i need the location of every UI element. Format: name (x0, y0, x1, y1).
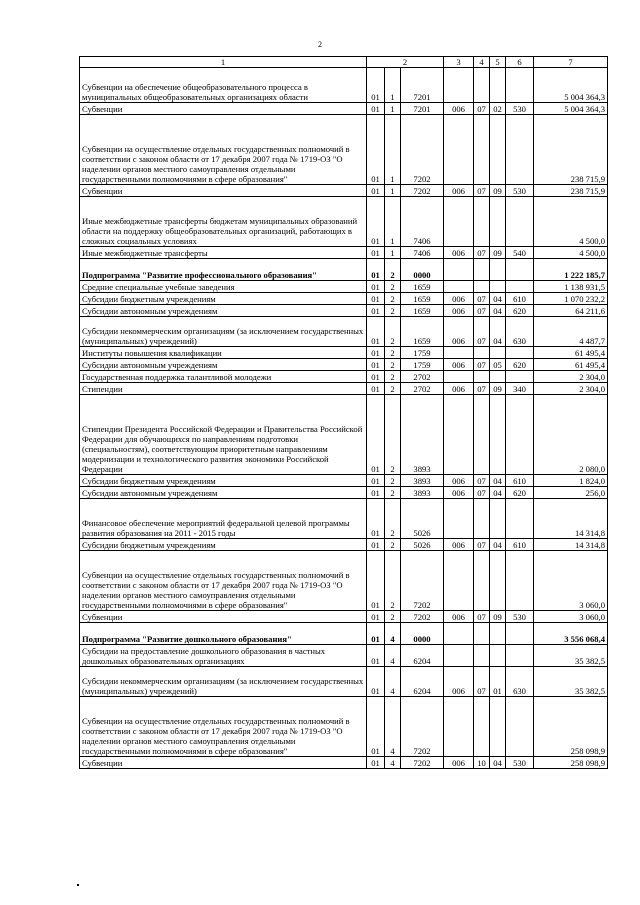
amount-cell: 238 715,9 (534, 115, 608, 185)
code-ministry-cell (444, 395, 474, 475)
code-section-cell: 07 (474, 293, 490, 305)
code-ministry-cell (444, 551, 474, 611)
code-ministry-cell (444, 499, 474, 539)
code-section-cell: 07 (474, 317, 490, 347)
amount-cell: 35 382,5 (534, 667, 608, 697)
code-ministry-cell: 006 (444, 475, 474, 487)
table-row (80, 347, 608, 359)
amount-cell: 1 070 232,2 (534, 293, 608, 305)
code-expense-type-cell: 610 (506, 475, 534, 487)
code-b-cell: 4 (385, 667, 401, 697)
code-c-cell: 5026 (401, 499, 444, 539)
code-b-cell: 2 (385, 281, 401, 293)
code-c-cell: 3893 (401, 475, 444, 487)
code-expense-type-cell: 620 (506, 359, 534, 371)
code-expense-type-cell: 340 (506, 383, 534, 395)
code-ministry-cell: 006 (444, 359, 474, 371)
amount-cell: 61 495,4 (534, 359, 608, 371)
header-cell: 3 (444, 57, 474, 68)
code-subsection-cell (490, 499, 506, 539)
code-expense-type-cell (506, 645, 534, 667)
code-b-cell: 4 (385, 757, 401, 769)
header-cell: 7 (534, 57, 608, 68)
table-row (80, 697, 608, 757)
code-c-cell: 1659 (401, 281, 444, 293)
table-row (80, 499, 608, 539)
header-cell: 4 (474, 57, 490, 68)
amount-cell: 258 098,9 (534, 757, 608, 769)
code-ministry-cell (444, 68, 474, 103)
code-b-cell: 2 (385, 359, 401, 371)
code-subsection-cell: 04 (490, 475, 506, 487)
amount-cell: 2 304,0 (534, 371, 608, 383)
code-expense-type-cell: 630 (506, 317, 534, 347)
amount-cell: 61 495,4 (534, 347, 608, 359)
code-expense-type-cell (506, 697, 534, 757)
code-subsection-cell: 09 (490, 611, 506, 623)
code-ministry-cell: 006 (444, 247, 474, 259)
code-c-cell: 7202 (401, 115, 444, 185)
code-subsection-cell: 04 (490, 539, 506, 551)
row-name-cell: Субсидии автономным учреждениям (80, 359, 367, 371)
code-subsection-cell (490, 697, 506, 757)
amount-cell: 14 314,8 (534, 539, 608, 551)
row-name-cell: Субсидии некоммерческим организациям (за исключением государственных (муниципальных) учреждений) (80, 317, 367, 347)
table-row (80, 371, 608, 383)
code-a-cell: 01 (367, 623, 385, 645)
row-name-cell: Субсидии бюджетным учреждениям (80, 475, 367, 487)
code-section-cell (474, 347, 490, 359)
code-c-cell: 0000 (401, 259, 444, 281)
code-c-cell: 7202 (401, 697, 444, 757)
code-ministry-cell: 006 (444, 185, 474, 197)
code-b-cell: 2 (385, 499, 401, 539)
code-c-cell: 7201 (401, 103, 444, 115)
code-subsection-cell: 09 (490, 185, 506, 197)
code-subsection-cell: 02 (490, 103, 506, 115)
table-row (80, 103, 608, 115)
code-b-cell: 2 (385, 475, 401, 487)
code-subsection-cell (490, 347, 506, 359)
row-name-cell: Субвенции на осуществление отдельных государственных полномочий в соответствии с законом области от 17 декабря 2007 года № 1719-ОЗ "О наделении органов местного самоуправления отдельными государственными полномочиями в сфере образования" (80, 115, 367, 185)
row-name-cell: Иные межбюджетные трансферты бюджетам муниципальных образований области на поддержку общеобразовательных организаций, работающих в сложных социальных условиях (80, 197, 367, 247)
amount-cell: 3 060,0 (534, 551, 608, 611)
code-c-cell: 0000 (401, 623, 444, 645)
code-b-cell: 1 (385, 185, 401, 197)
code-subsection-cell (490, 259, 506, 281)
amount-cell: 4 500,0 (534, 247, 608, 259)
code-section-cell (474, 115, 490, 185)
code-section-cell: 07 (474, 611, 490, 623)
code-c-cell: 2702 (401, 371, 444, 383)
code-a-cell: 01 (367, 197, 385, 247)
code-ministry-cell (444, 371, 474, 383)
code-subsection-cell: 05 (490, 359, 506, 371)
code-a-cell: 01 (367, 259, 385, 281)
code-a-cell: 01 (367, 185, 385, 197)
amount-cell: 4 500,0 (534, 197, 608, 247)
code-c-cell: 7202 (401, 611, 444, 623)
code-section-cell (474, 197, 490, 247)
code-expense-type-cell: 610 (506, 293, 534, 305)
code-a-cell: 01 (367, 757, 385, 769)
row-name-cell: Субсидии автономным учреждениям (80, 487, 367, 499)
code-section-cell (474, 68, 490, 103)
table-row (80, 197, 608, 247)
header-cell: 2 (367, 57, 444, 68)
code-c-cell: 2702 (401, 383, 444, 395)
code-b-cell: 2 (385, 611, 401, 623)
code-section-cell: 07 (474, 103, 490, 115)
code-c-cell: 6204 (401, 667, 444, 697)
code-section-cell (474, 623, 490, 645)
code-expense-type-cell (506, 115, 534, 185)
code-c-cell: 7406 (401, 197, 444, 247)
budget-table (79, 56, 608, 769)
code-a-cell: 01 (367, 68, 385, 103)
code-ministry-cell (444, 347, 474, 359)
code-c-cell: 7201 (401, 68, 444, 103)
amount-cell: 256,0 (534, 487, 608, 499)
table-row (80, 317, 608, 347)
code-b-cell: 1 (385, 68, 401, 103)
code-section-cell: 07 (474, 539, 490, 551)
code-b-cell: 1 (385, 103, 401, 115)
amount-cell: 1 824,0 (534, 475, 608, 487)
code-ministry-cell: 006 (444, 305, 474, 317)
code-section-cell (474, 395, 490, 475)
code-ministry-cell (444, 623, 474, 645)
code-section-cell: 10 (474, 757, 490, 769)
code-a-cell: 01 (367, 371, 385, 383)
code-subsection-cell (490, 281, 506, 293)
table-row (80, 259, 608, 281)
code-a-cell: 01 (367, 395, 385, 475)
code-section-cell (474, 697, 490, 757)
table-row (80, 247, 608, 259)
code-b-cell: 2 (385, 395, 401, 475)
table-row (80, 305, 608, 317)
amount-cell: 1 138 931,5 (534, 281, 608, 293)
code-ministry-cell (444, 645, 474, 667)
code-section-cell (474, 371, 490, 383)
code-a-cell: 01 (367, 103, 385, 115)
code-ministry-cell: 006 (444, 539, 474, 551)
code-section-cell: 07 (474, 475, 490, 487)
table-row (80, 383, 608, 395)
code-ministry-cell: 006 (444, 383, 474, 395)
code-expense-type-cell: 630 (506, 667, 534, 697)
code-expense-type-cell: 620 (506, 487, 534, 499)
amount-cell: 3 556 068,4 (534, 623, 608, 645)
code-b-cell: 2 (385, 293, 401, 305)
amount-cell: 2 304,0 (534, 383, 608, 395)
row-name-cell: Субвенции на осуществление отдельных государственных полномочий в соответствии с законом области от 17 декабря 2007 года № 1719-ОЗ "О наделении органов местного самоуправления отдельными государственными полномочиями в сфере образования" (80, 551, 367, 611)
table-row (80, 539, 608, 551)
code-b-cell: 2 (385, 347, 401, 359)
page-number: 2 (318, 40, 322, 49)
code-ministry-cell: 006 (444, 103, 474, 115)
code-section-cell (474, 645, 490, 667)
code-a-cell: 01 (367, 645, 385, 667)
code-c-cell: 3893 (401, 487, 444, 499)
table-row (80, 359, 608, 371)
code-section-cell: 07 (474, 359, 490, 371)
code-b-cell: 2 (385, 305, 401, 317)
code-expense-type-cell (506, 499, 534, 539)
row-name-cell: Стипендии (80, 383, 367, 395)
code-expense-type-cell (506, 347, 534, 359)
code-subsection-cell: 04 (490, 305, 506, 317)
code-expense-type-cell (506, 623, 534, 645)
code-subsection-cell (490, 623, 506, 645)
code-section-cell: 07 (474, 383, 490, 395)
code-ministry-cell: 006 (444, 757, 474, 769)
amount-cell: 35 382,5 (534, 645, 608, 667)
amount-cell: 5 004 364,3 (534, 68, 608, 103)
code-ministry-cell: 006 (444, 487, 474, 499)
table-row (80, 68, 608, 103)
code-subsection-cell (490, 115, 506, 185)
code-a-cell: 01 (367, 667, 385, 697)
row-name-cell: Стипендии Президента Российской Федерации и Правительства Российской Федерации для обучающихся по направлениям подготовки (специальностям), соответствующим приоритетным направлениям модернизации и технологического развития экономики Российской Федерации (80, 395, 367, 475)
amount-cell: 1 222 185,7 (534, 259, 608, 281)
code-c-cell: 1759 (401, 347, 444, 359)
code-a-cell: 01 (367, 115, 385, 185)
code-subsection-cell (490, 395, 506, 475)
code-subsection-cell: 04 (490, 757, 506, 769)
code-a-cell: 01 (367, 475, 385, 487)
row-name-cell: Субвенции на осуществление отдельных государственных полномочий в соответствии с законом области от 17 декабря 2007 года № 1719-ОЗ "О наделении органов местного самоуправления отдельными государственными полномочиями в сфере образования" (80, 697, 367, 757)
code-c-cell: 7202 (401, 757, 444, 769)
code-subsection-cell (490, 645, 506, 667)
code-a-cell: 01 (367, 293, 385, 305)
code-c-cell: 3893 (401, 395, 444, 475)
row-name-cell: Иные межбюджетные трансферты (80, 247, 367, 259)
code-c-cell: 7202 (401, 551, 444, 611)
code-ministry-cell (444, 115, 474, 185)
code-expense-type-cell (506, 281, 534, 293)
code-expense-type-cell: 610 (506, 539, 534, 551)
code-ministry-cell: 006 (444, 293, 474, 305)
code-c-cell: 1759 (401, 359, 444, 371)
code-expense-type-cell: 530 (506, 757, 534, 769)
table-row (80, 487, 608, 499)
header-cell: 6 (506, 57, 534, 68)
code-c-cell: 7202 (401, 185, 444, 197)
table-row (80, 551, 608, 611)
code-section-cell: 07 (474, 247, 490, 259)
code-expense-type-cell: 530 (506, 611, 534, 623)
code-section-cell: 07 (474, 185, 490, 197)
code-subsection-cell: 09 (490, 383, 506, 395)
header-cell: 1 (80, 57, 367, 68)
amount-cell: 4 487,7 (534, 317, 608, 347)
code-a-cell: 01 (367, 539, 385, 551)
row-name-cell: Государственная поддержка талантливой молодежи (80, 371, 367, 383)
code-expense-type-cell (506, 551, 534, 611)
table-row (80, 611, 608, 623)
code-b-cell: 2 (385, 383, 401, 395)
code-c-cell: 1659 (401, 305, 444, 317)
code-c-cell: 5026 (401, 539, 444, 551)
code-subsection-cell: 01 (490, 667, 506, 697)
row-name-cell: Субсидии бюджетным учреждениям (80, 539, 367, 551)
code-expense-type-cell: 530 (506, 103, 534, 115)
row-name-cell: Подпрограмма "Развитие профессионального образования" (80, 259, 367, 281)
code-c-cell: 1659 (401, 293, 444, 305)
code-ministry-cell (444, 259, 474, 281)
code-b-cell: 4 (385, 645, 401, 667)
code-ministry-cell (444, 197, 474, 247)
code-subsection-cell (490, 371, 506, 383)
code-subsection-cell: 04 (490, 487, 506, 499)
code-expense-type-cell (506, 259, 534, 281)
table-row (80, 281, 608, 293)
row-name-cell: Субвенции (80, 757, 367, 769)
amount-cell: 5 004 364,3 (534, 103, 608, 115)
row-name-cell: Подпрограмма "Развитие дошкольного образования" (80, 623, 367, 645)
row-name-cell: Финансовое обеспечение мероприятий федеральной целевой программы развития образования на 2011 - 2015 годы (80, 499, 367, 539)
code-a-cell: 01 (367, 281, 385, 293)
scan-speck (77, 884, 79, 886)
code-section-cell: 07 (474, 667, 490, 697)
code-b-cell: 4 (385, 697, 401, 757)
code-subsection-cell: 04 (490, 317, 506, 347)
code-subsection-cell (490, 551, 506, 611)
code-expense-type-cell: 530 (506, 185, 534, 197)
code-c-cell: 1659 (401, 317, 444, 347)
table-row (80, 395, 608, 475)
code-expense-type-cell: 620 (506, 305, 534, 317)
code-a-cell: 01 (367, 551, 385, 611)
row-name-cell: Институты повышения квалификации (80, 347, 367, 359)
code-a-cell: 01 (367, 247, 385, 259)
table-header-row (80, 57, 608, 68)
table-row (80, 115, 608, 185)
row-name-cell: Субвенции (80, 611, 367, 623)
code-a-cell: 01 (367, 359, 385, 371)
code-subsection-cell (490, 197, 506, 247)
row-name-cell: Субсидии некоммерческим организациям (за исключением государственных (муниципальных) учреждений) (80, 667, 367, 697)
amount-cell: 14 314,8 (534, 499, 608, 539)
table-row (80, 293, 608, 305)
code-section-cell: 07 (474, 487, 490, 499)
code-b-cell: 2 (385, 487, 401, 499)
code-expense-type-cell (506, 395, 534, 475)
code-a-cell: 01 (367, 697, 385, 757)
code-section-cell (474, 551, 490, 611)
code-b-cell: 1 (385, 197, 401, 247)
code-subsection-cell: 04 (490, 293, 506, 305)
code-subsection-cell: 09 (490, 247, 506, 259)
code-expense-type-cell (506, 371, 534, 383)
table-row (80, 185, 608, 197)
code-expense-type-cell (506, 197, 534, 247)
code-ministry-cell: 006 (444, 667, 474, 697)
amount-cell: 3 060,0 (534, 611, 608, 623)
amount-cell: 258 098,9 (534, 697, 608, 757)
row-name-cell: Субвенции на обеспечение общеобразовательного процесса в муниципальных общеобразовательных организациях области (80, 68, 367, 103)
code-c-cell: 6204 (401, 645, 444, 667)
code-section-cell (474, 281, 490, 293)
code-a-cell: 01 (367, 347, 385, 359)
amount-cell: 238 715,9 (534, 185, 608, 197)
table-row (80, 475, 608, 487)
row-name-cell: Средние специальные учебные заведения (80, 281, 367, 293)
code-b-cell: 2 (385, 259, 401, 281)
code-b-cell: 2 (385, 551, 401, 611)
code-ministry-cell (444, 697, 474, 757)
code-b-cell: 2 (385, 317, 401, 347)
code-a-cell: 01 (367, 305, 385, 317)
code-ministry-cell: 006 (444, 317, 474, 347)
code-ministry-cell (444, 281, 474, 293)
code-section-cell (474, 259, 490, 281)
code-a-cell: 01 (367, 499, 385, 539)
code-expense-type-cell (506, 68, 534, 103)
code-a-cell: 01 (367, 487, 385, 499)
table-row (80, 667, 608, 697)
row-name-cell: Субвенции (80, 185, 367, 197)
code-a-cell: 01 (367, 611, 385, 623)
code-b-cell: 2 (385, 539, 401, 551)
code-section-cell (474, 499, 490, 539)
code-subsection-cell (490, 68, 506, 103)
header-cell: 5 (490, 57, 506, 68)
code-b-cell: 1 (385, 115, 401, 185)
code-c-cell: 7406 (401, 247, 444, 259)
table-row (80, 645, 608, 667)
amount-cell: 2 080,0 (534, 395, 608, 475)
code-a-cell: 01 (367, 317, 385, 347)
code-ministry-cell: 006 (444, 611, 474, 623)
code-a-cell: 01 (367, 383, 385, 395)
code-expense-type-cell: 540 (506, 247, 534, 259)
row-name-cell: Субсидии автономным учреждениям (80, 305, 367, 317)
code-b-cell: 2 (385, 371, 401, 383)
row-name-cell: Субсидии бюджетным учреждениям (80, 293, 367, 305)
row-name-cell: Субсидии на предоставление дошкольного образования в частных дошкольных образовательных организациях (80, 645, 367, 667)
table-row (80, 757, 608, 769)
code-b-cell: 4 (385, 623, 401, 645)
code-b-cell: 1 (385, 247, 401, 259)
table-row (80, 623, 608, 645)
row-name-cell: Субвенции (80, 103, 367, 115)
code-section-cell: 07 (474, 305, 490, 317)
amount-cell: 64 211,6 (534, 305, 608, 317)
